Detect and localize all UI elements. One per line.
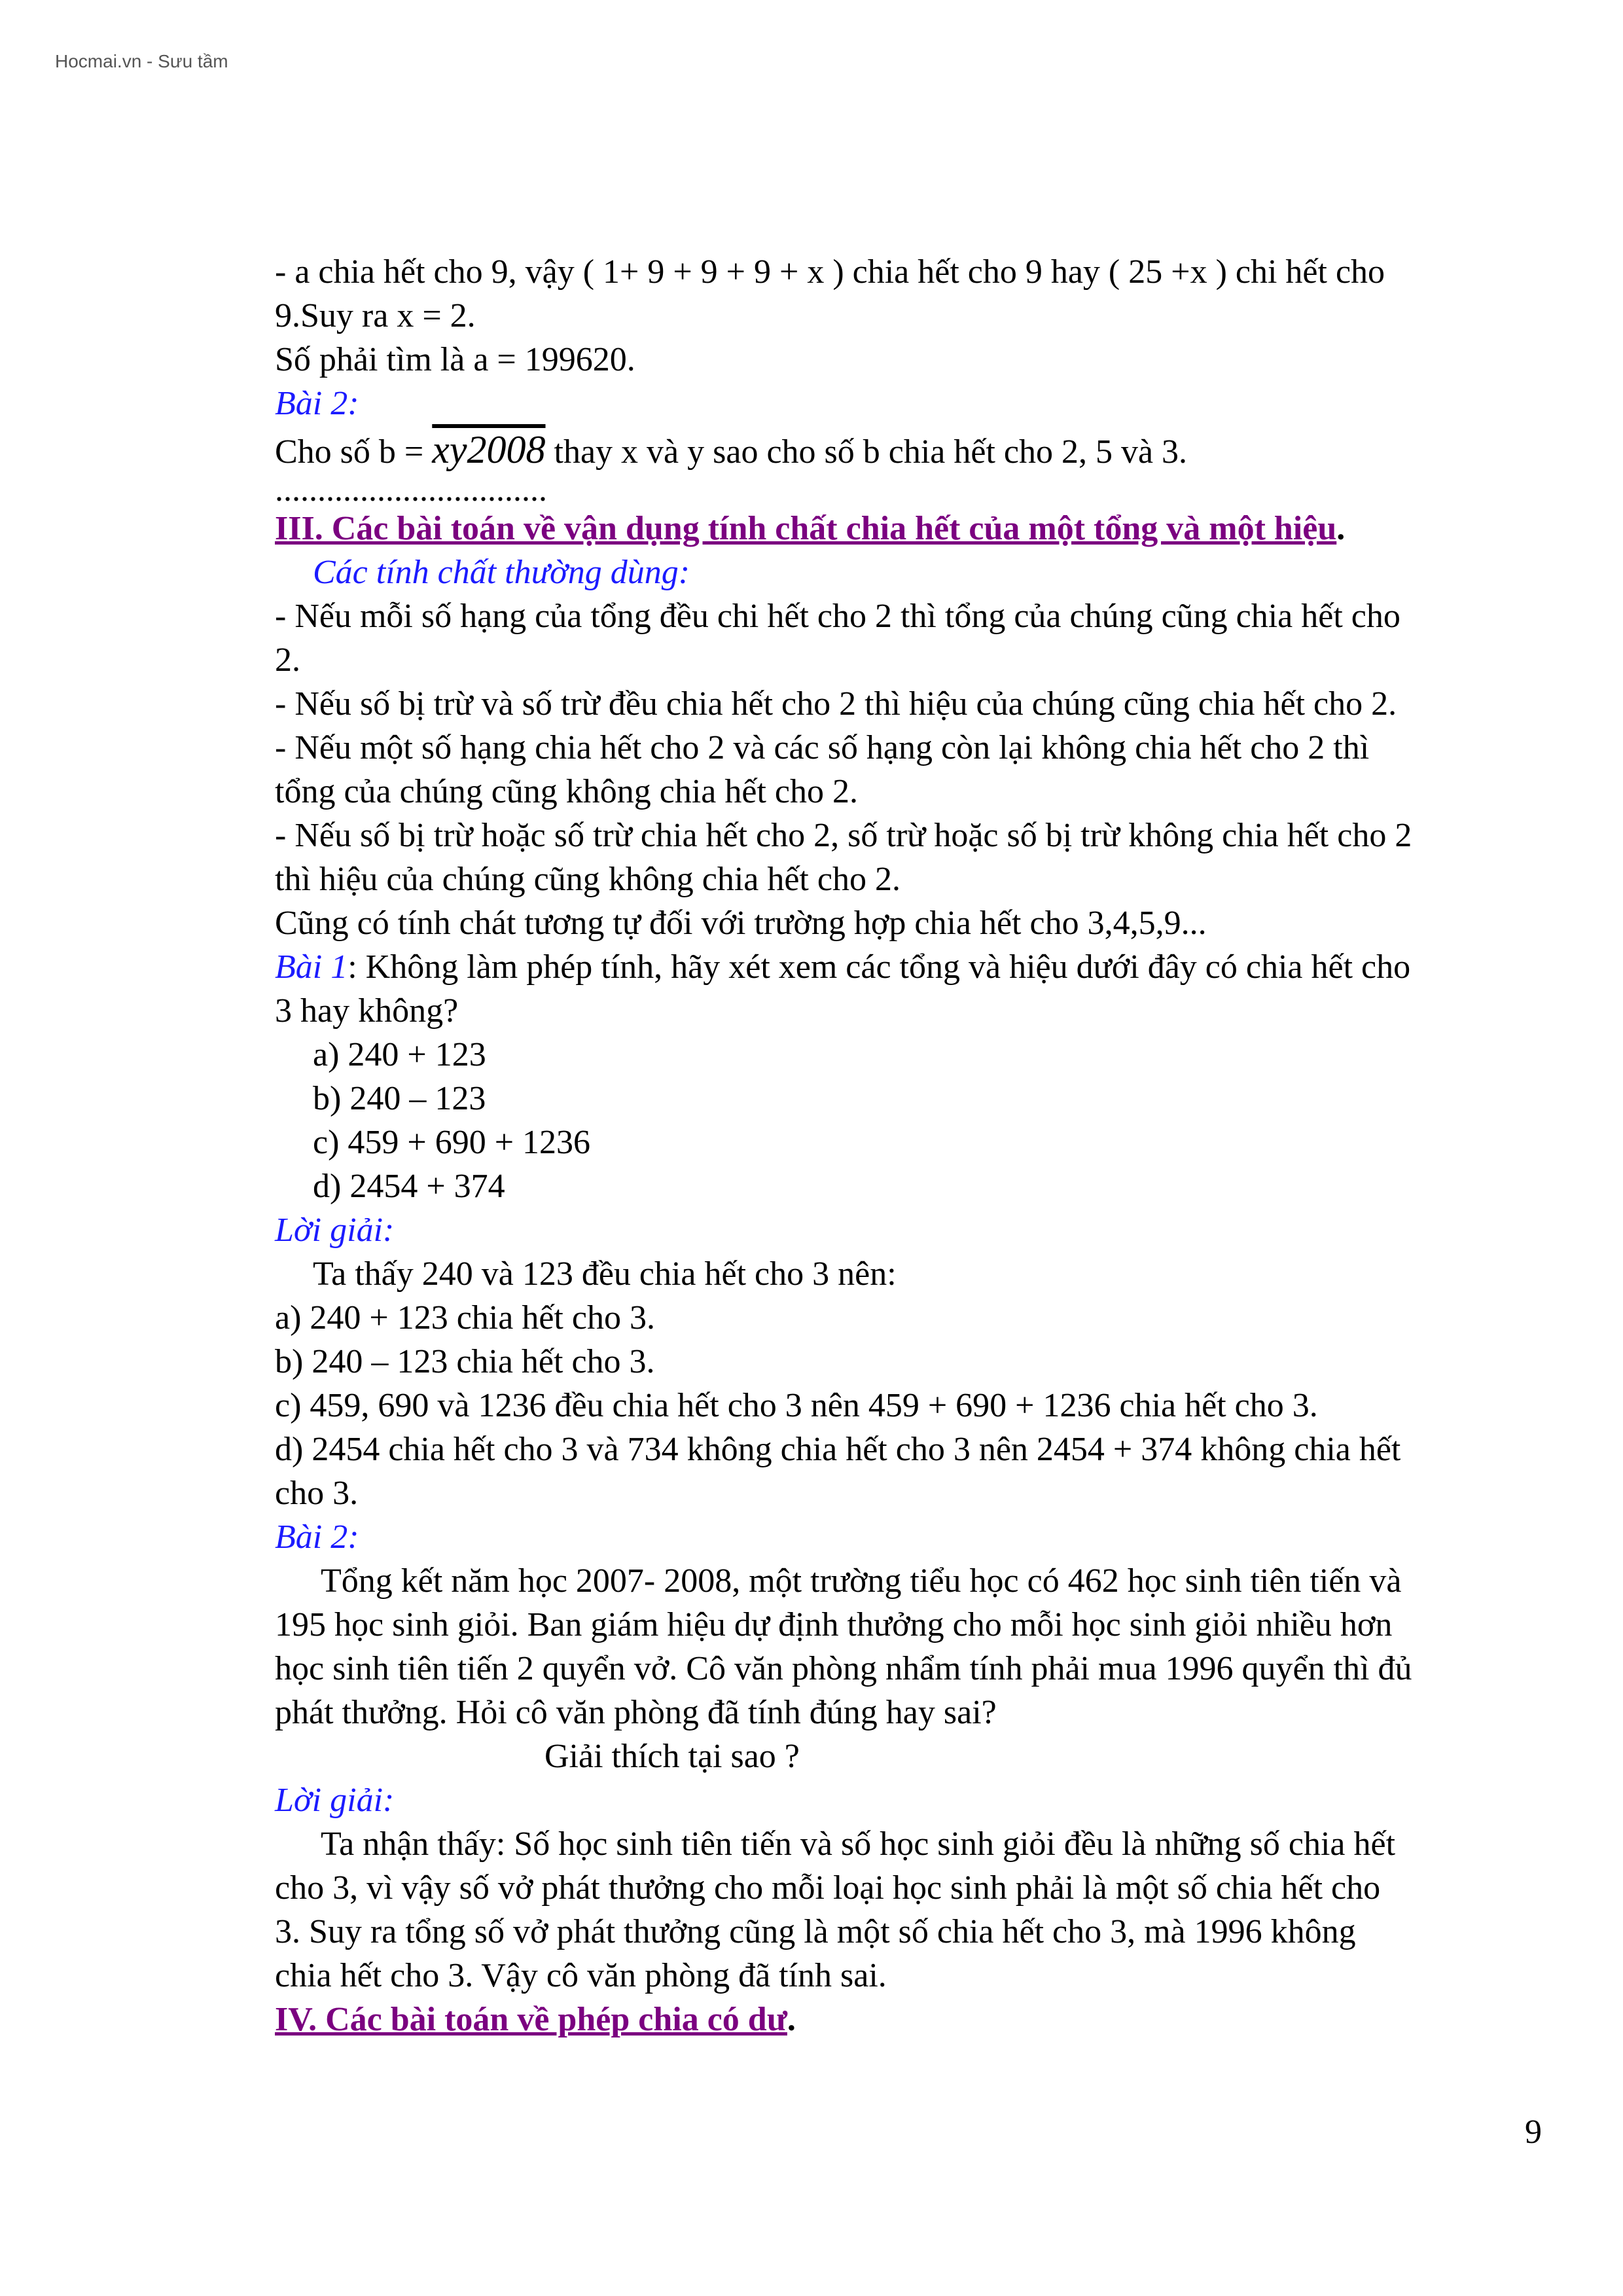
section-heading xyxy=(275,507,1558,550)
text-line: 3. Suy ra tổng số vở phát thưởng cũng là một số chia hết cho 3, mà 1996 không xyxy=(275,1913,1356,1950)
question-item: a) 240 + 123 xyxy=(313,1036,486,1073)
text-line: - a chia hết cho 9, vậy ( 1+ 9 + 9 + 9 + x ) chia hết cho 9 hay ( 25 +x ) chi hết cho xyxy=(275,253,1385,291)
text-line: cho 3, vì vậy số vở phát thưởng cho mỗi loại học sinh phải là một số chia hết cho xyxy=(275,1869,1381,1907)
solution-label: Lời giải: xyxy=(275,1782,395,1819)
exercise-statement xyxy=(275,945,1558,989)
text-line: cho 3. xyxy=(275,1475,359,1512)
text-segment: thay x và y sao cho số b chia hết cho 2, 5 và 3. xyxy=(545,433,1188,471)
exercise-label: Bài 2: xyxy=(275,385,359,422)
text-segment: : Không làm phép tính, hãy xét xem các tổng và hiệu dưới đây có chia hết cho xyxy=(348,948,1411,986)
text-line: tổng của chúng cũng không chia hết cho 2. xyxy=(275,773,858,810)
text-segment: Cho số b = xyxy=(275,433,433,471)
text-line: Cũng có tính chát tương tự đối với trường hợp chia hết cho 3,4,5,9... xyxy=(275,905,1207,942)
solution-item: c) 459, 690 và 1236 đều chia hết cho 3 nên 459 + 690 + 1236 chia hết cho 3. xyxy=(275,1387,1318,1424)
text-line: Giải thích tại sao ? xyxy=(544,1738,800,1775)
text-line: 195 học sinh giỏi. Ban giám hiệu dự định thưởng cho mỗi học sinh giỏi nhiều hơn xyxy=(275,1606,1393,1643)
text-line: - Nếu mỗi số hạng của tổng đều chi hết cho 2 thì tổng của chúng cũng chia hết cho xyxy=(275,598,1400,635)
text-line: - Nếu một số hạng chia hết cho 2 và các số hạng còn lại không chia hết cho 2 thì xyxy=(275,729,1370,766)
exercise-label: Bài 2: xyxy=(275,1518,359,1556)
exercise-label: Bài 1 xyxy=(275,948,348,986)
text-line: 3 hay không? xyxy=(275,992,459,1030)
subheading: Các tính chất thường dùng: xyxy=(313,554,690,591)
section-heading-text: IV. Các bài toán về phép chia có dư xyxy=(275,2001,787,2038)
overlined-number: xy2008 xyxy=(432,428,546,471)
text-line: phát thưởng. Hỏi cô văn phòng đã tính đúng hay sai? xyxy=(275,1694,997,1731)
solution-label: Lời giải: xyxy=(275,1211,395,1249)
text-line: Ta thấy 240 và 123 đều chia hết cho 3 nên: xyxy=(313,1255,897,1293)
question-item: b) 240 – 123 xyxy=(313,1080,486,1117)
text-line: - Nếu số bị trừ và số trừ đều chia hết cho 2 thì hiệu của chúng cũng chia hết cho 2. xyxy=(275,685,1397,723)
text-line: 2. xyxy=(275,641,300,679)
solution-item: a) 240 + 123 chia hết cho 3. xyxy=(275,1299,655,1336)
question-item: c) 459 + 690 + 1236 xyxy=(313,1124,591,1161)
text-line: chia hết cho 3. Vậy cô văn phòng đã tính sai. xyxy=(275,1957,887,1994)
dotted-line: ................................ xyxy=(275,471,547,509)
page-content xyxy=(275,250,1558,2041)
text-line: thì hiệu của chúng cũng không chia hết cho 2. xyxy=(275,861,901,898)
text-line: học sinh tiên tiến 2 quyển vở. Cô văn phòng nhẩm tính phải mua 1996 quyển thì đủ xyxy=(275,1650,1412,1687)
page-number: 9 xyxy=(1525,2113,1542,2151)
heading-period: . xyxy=(1336,510,1346,547)
solution-item: d) 2454 chia hết cho 3 và 734 không chia hết cho 3 nên 2454 + 374 không chia hết xyxy=(275,1431,1401,1468)
section-heading xyxy=(275,1998,1558,2041)
text-line: - Nếu số bị trừ hoặc số trừ chia hết cho 2, số trừ hoặc số bị trừ không chia hết cho 2 xyxy=(275,817,1412,854)
text-line: Ta nhận thấy: Số học sinh tiên tiến và số học sinh giỏi đều là những số chia hết xyxy=(321,1825,1396,1863)
question-item: d) 2454 + 374 xyxy=(313,1168,505,1205)
text-line: Tổng kết năm học 2007- 2008, một trường tiểu học có 462 học sinh tiên tiến và xyxy=(321,1562,1402,1600)
solution-item: b) 240 – 123 chia hết cho 3. xyxy=(275,1343,655,1380)
text-line: 9.Suy ra x = 2. xyxy=(275,297,476,334)
heading-period: . xyxy=(787,2001,796,2038)
watermark: Hocmai.vn - Sưu tầm xyxy=(55,51,228,71)
text-line: Số phải tìm là a = 199620. xyxy=(275,341,635,378)
section-heading-text: III. Các bài toán về vận dụng tính chất chia hết của một tổng và một hiệu xyxy=(275,510,1337,547)
exercise-statement xyxy=(275,428,1558,474)
